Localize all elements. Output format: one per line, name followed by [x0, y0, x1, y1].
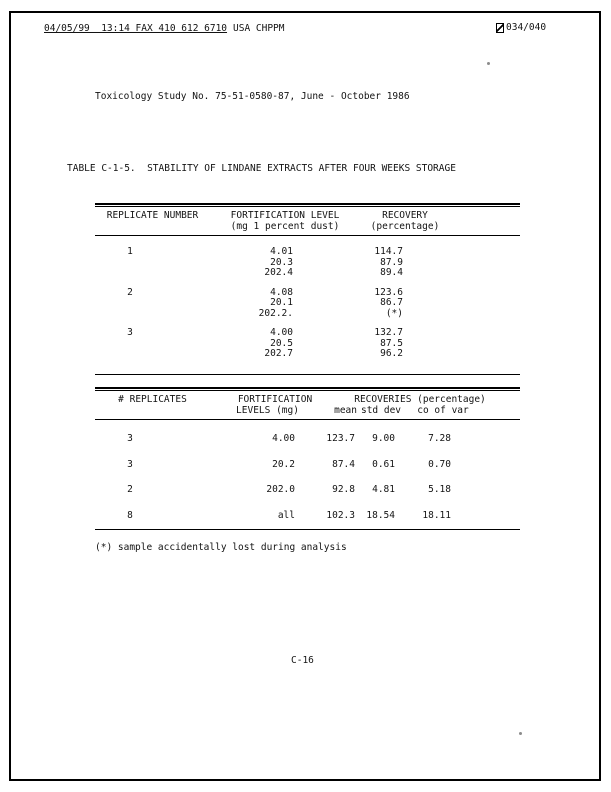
column-header-recovery-line1: RECOVERY [382, 210, 428, 221]
replicate-number-empty [95, 349, 165, 360]
recovery-value: 89.4 [380, 267, 403, 278]
table-row [95, 247, 520, 258]
recovery-value: 87.5 [380, 337, 403, 349]
column-header-recoveries: RECOVERIES (percentage) [354, 394, 486, 405]
scan-artifact [519, 732, 522, 735]
summary-table-header [95, 391, 520, 419]
fax-page-icon [496, 23, 504, 33]
column-header-mean: mean [334, 405, 357, 416]
summary-table [95, 387, 520, 530]
replicates-count: 8 [127, 509, 133, 521]
replicates-count: 2 [127, 484, 133, 495]
table-row [95, 460, 520, 471]
mean-value: 102.3 [326, 509, 355, 521]
replicate-group-3 [95, 328, 520, 360]
recovery-value: 123.6 [374, 286, 403, 298]
level-value: 4.00 [272, 433, 295, 444]
recovery-value: 87.9 [380, 256, 403, 268]
table-row [95, 349, 520, 360]
column-header-std-dev: std dev [360, 405, 402, 416]
column-header-fortification: FORTIFICATION [237, 394, 313, 405]
summary-table-body [95, 420, 520, 529]
column-header-fortification-line1: FORTIFICATION LEVEL [230, 210, 340, 221]
replicate-number-empty [95, 268, 165, 279]
replicate-number: 3 [127, 327, 133, 338]
column-header-replicate: REPLICATE NUMBER [106, 210, 199, 221]
table-row [95, 328, 520, 339]
replicate-group-1 [95, 247, 520, 279]
fortification-value: 202.7 [264, 348, 293, 359]
replicates-count: 3 [127, 433, 133, 444]
header-spacer [95, 405, 210, 416]
fortification-value: 202.4 [264, 267, 293, 278]
replicate-number-empty [95, 258, 165, 269]
co-of-var-value: 0.70 [428, 458, 451, 470]
column-header-co-of-var: co of var [417, 405, 469, 416]
study-title: Toxicology Study No. 75-51-0580-87, June - October 1986 [95, 91, 410, 102]
table-bottom-rule [95, 529, 520, 530]
column-header-replicates: # REPLICATES [118, 394, 187, 405]
recovery-value: 86.7 [380, 297, 403, 308]
column-header-fortification-line2: (mg 1 percent dust) [230, 221, 340, 232]
column-header-fortification [210, 210, 360, 232]
stability-table [95, 203, 520, 375]
table-row [95, 511, 520, 522]
co-of-var-value: 18.11 [422, 509, 451, 521]
replicate-group-2 [95, 288, 520, 320]
stability-table-body [95, 236, 520, 374]
recovery-value: 114.7 [374, 246, 403, 257]
table-row [95, 288, 520, 299]
table-row [95, 309, 520, 320]
table-row [95, 258, 520, 269]
table-row [95, 339, 520, 350]
column-header-recovery-line2: (percentage) [370, 221, 440, 232]
fax-page-number: 034/040 [506, 22, 547, 33]
fortification-value: 202.2. [258, 307, 293, 319]
recovery-value: 96.2 [380, 348, 403, 359]
table-caption: TABLE C-1-5. STABILITY OF LINDANE EXTRACTS AFTER FOUR WEEKS STORAGE [67, 163, 456, 174]
std-dev-value: 0.61 [372, 458, 395, 470]
level-value: 20.2 [272, 458, 295, 470]
fortification-value: 20.1 [270, 297, 293, 308]
fortification-value: 4.08 [270, 286, 293, 298]
co-of-var-value: 7.28 [428, 433, 451, 444]
mean-value: 123.7 [326, 433, 355, 444]
fortification-value: 20.5 [270, 337, 293, 349]
header-row-2 [95, 405, 520, 416]
fax-page-count [496, 22, 546, 33]
column-header-recovery [360, 210, 450, 232]
replicate-number-empty [95, 339, 165, 350]
std-dev-value: 18.54 [366, 509, 395, 521]
std-dev-value: 4.81 [372, 484, 395, 495]
fax-timestamp: 04/05/99 13:14 FAX 410 612 6710 [44, 23, 228, 34]
level-value: 202.0 [266, 484, 295, 495]
table-row [95, 434, 520, 445]
table-row [95, 268, 520, 279]
fortification-value: 4.00 [270, 327, 293, 338]
header-row-1 [95, 394, 520, 405]
recovery-value: 132.7 [374, 327, 403, 338]
replicates-count: 3 [127, 458, 133, 470]
replicate-number: 1 [127, 246, 133, 257]
replicate-number-empty [95, 309, 165, 320]
fortification-value: 20.3 [270, 256, 293, 268]
column-header-levels: LEVELS (mg) [236, 405, 299, 416]
std-dev-value: 9.00 [372, 433, 395, 444]
recovery-value: (*) [385, 307, 403, 319]
mean-value: 87.4 [332, 458, 355, 470]
table-row [95, 485, 520, 496]
mean-value: 92.8 [332, 484, 355, 495]
replicate-number: 2 [127, 286, 133, 298]
replicate-number-empty [95, 298, 165, 309]
page-number: C-16 [291, 655, 314, 666]
table-row [95, 298, 520, 309]
level-value: all [277, 509, 295, 521]
footnote: (*) sample accidentally lost during analysis [95, 542, 347, 553]
table-bottom-rule [95, 374, 520, 375]
co-of-var-value: 5.18 [428, 484, 451, 495]
stability-table-header [95, 207, 520, 235]
fax-sender: USA CHPPM [233, 23, 285, 34]
scan-artifact [487, 62, 490, 65]
fortification-value: 4.01 [270, 246, 293, 257]
